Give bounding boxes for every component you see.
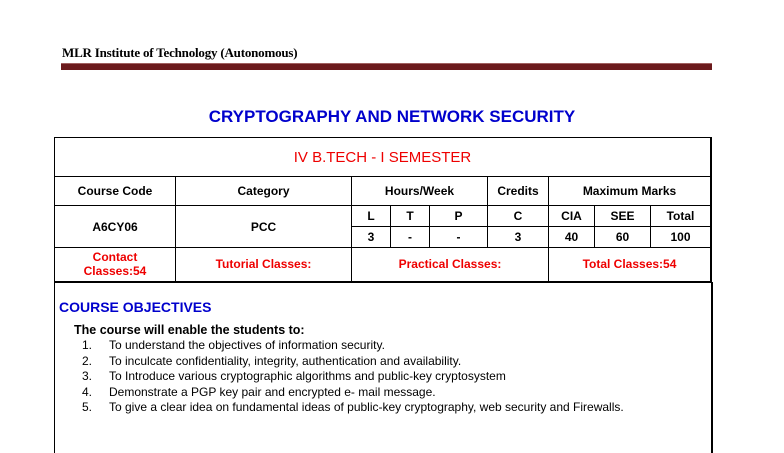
- objectives-intro: The course will enable the students to:: [74, 323, 305, 337]
- header-rule: [61, 63, 712, 70]
- item-text: To give a clear idea on fundamental ideas of public-key cryptography, web security and Firewalls.: [109, 400, 624, 414]
- list-item: [82, 369, 642, 385]
- subheader-see: SEE: [595, 206, 651, 227]
- item-number: 1.: [82, 338, 93, 352]
- value-cia: 40: [549, 227, 595, 248]
- semester-label: IV B.TECH - I SEMESTER: [55, 138, 712, 177]
- value-see: 60: [595, 227, 651, 248]
- list-item: [82, 338, 642, 354]
- header-course-code: Course Code: [55, 177, 176, 206]
- contact-classes: Contact Classes:54: [55, 248, 176, 282]
- item-text: Demonstrate a PGP key pair and encrypted e- mail message.: [109, 384, 436, 399]
- practical-classes: Practical Classes:: [352, 248, 549, 282]
- value-total: 100: [651, 227, 712, 248]
- header-maximum-marks: Maximum Marks: [549, 177, 712, 206]
- value-t: -: [391, 227, 430, 248]
- category-value: PCC: [176, 206, 352, 248]
- subheader-c: C: [488, 206, 549, 227]
- course-info-table: [54, 137, 712, 283]
- institution-name: MLR Institute of Technology (Autonomous): [62, 45, 298, 60]
- header-credits: Credits: [488, 177, 549, 206]
- course-code-value: A6CY06: [55, 206, 176, 248]
- course-title: CRYPTOGRAPHY AND NETWORK SECURITY: [208, 107, 576, 126]
- value-p: -: [430, 227, 488, 248]
- item-text: To inculcate confidentiality, integrity, authentication and availability.: [109, 353, 462, 368]
- subheader-p: P: [430, 206, 488, 227]
- course-objectives-section: [54, 282, 713, 453]
- value-l: 3: [352, 227, 391, 248]
- item-number: 3.: [82, 369, 93, 383]
- item-number: 2.: [82, 353, 93, 368]
- item-text: To understand the objectives of information security.: [109, 338, 385, 352]
- list-item: [82, 354, 642, 370]
- header-category: Category: [176, 177, 352, 206]
- tutorial-classes: Tutorial Classes:: [176, 248, 352, 282]
- total-classes: Total Classes:54: [549, 248, 712, 282]
- value-c: 3: [488, 227, 549, 248]
- list-item: [82, 385, 642, 401]
- header-hours-week: Hours/Week: [352, 177, 488, 206]
- objectives-heading: COURSE OBJECTIVES: [59, 299, 212, 315]
- item-number: 5.: [82, 400, 93, 414]
- subheader-t: T: [391, 206, 430, 227]
- list-item: [82, 400, 642, 416]
- item-number: 4.: [82, 384, 93, 399]
- subheader-l: L: [352, 206, 391, 227]
- subheader-cia: CIA: [549, 206, 595, 227]
- item-text: To Introduce various cryptographic algorithms and public-key cryptosystem: [109, 369, 506, 383]
- objectives-list: [82, 338, 642, 416]
- subheader-total: Total: [651, 206, 712, 227]
